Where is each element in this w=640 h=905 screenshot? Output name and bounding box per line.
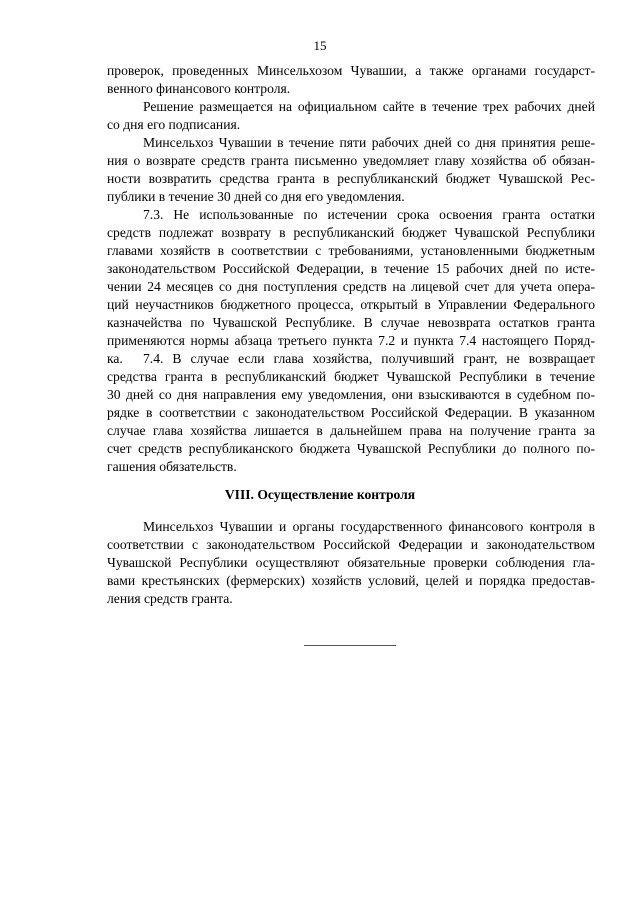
text-line: применяются нормы абзаца третьего пункта 7.2 и пункта 7.4 настоящего Поряд-	[107, 333, 595, 348]
paragraph-7-4	[107, 350, 595, 476]
text-line: случае глава хозяйства лишается в дальнейшем права на получение гранта за	[107, 423, 595, 438]
text-line: вами крестьянских (фермерских) хозяйств условий, целей и порядка предостав-	[107, 573, 595, 588]
end-of-text-rule	[304, 645, 396, 646]
text-line: публики в течение 30 дней со дня его уведомления.	[107, 189, 405, 204]
text-line: проверок, проведенных Минсельхозом Чувашии, а также органами государст-	[107, 63, 595, 78]
text-line: 7.4. В случае если глава хозяйства, получивший грант, не возвращает	[143, 351, 595, 366]
text-line: законодательством Российской Федерации, в течение 15 рабочих дней по исте-	[107, 261, 595, 276]
text-line: Решение размещается на официальном сайте в течение трех рабочих дней	[143, 99, 595, 114]
text-line: рядке в соответствии с законодательством Российской Федерации. В указанном	[107, 405, 595, 420]
text-line: 30 дней со дня направления ему уведомления, они взыскиваются в судебном по-	[107, 387, 595, 402]
paragraph-audits-continued	[107, 62, 595, 98]
text-line: казначейства по Чувашской Республике. В случае невозврата остатков гранта	[107, 315, 595, 330]
text-line: средства гранта в республиканский бюджет Чувашской Республики в течение	[107, 369, 595, 384]
text-line: чении 24 месяцев со дня поступления средств на лицевой счет для учета опера-	[107, 279, 595, 294]
paragraph-control	[107, 518, 595, 608]
paragraph-refund-notification	[107, 134, 595, 206]
text-line: венного финансового контроля.	[107, 81, 291, 96]
text-line: со дня его подписания.	[107, 117, 241, 132]
text-line: ния о возврате средств гранта письменно уведомляет главу хозяйства об обязан-	[107, 153, 595, 168]
paragraph-decision-publication	[107, 98, 595, 134]
text-line: Чувашской Республики осуществляют обязательные проверки соблюдения гла-	[107, 555, 595, 570]
text-line: ка.	[107, 351, 123, 366]
text-line: 7.3. Не использованные по истечении срока освоения гранта остатки	[143, 207, 595, 222]
text-line: Минсельхоз Чувашии и органы государственного финансового контроля в	[143, 519, 595, 534]
text-line: ности возвратить средства гранта в республиканский бюджет Чувашской Рес-	[107, 171, 595, 186]
section-heading: VIII. Осуществление контроля	[224, 487, 416, 502]
text-line: ций неучастников бюджетного процесса, открытый в Управлении Федерального	[107, 297, 595, 312]
paragraph-7-3	[107, 206, 595, 368]
text-line: Минсельхоз Чувашии в течение пяти рабочих дней со дня принятия реше-	[143, 135, 595, 150]
text-line: соответствии с законодательством Российской Федерации и законодательством	[107, 537, 595, 552]
text-line: средств подлежат возврату в республиканский бюджет Чувашской Республики	[107, 225, 595, 240]
page-number: 15	[313, 38, 327, 53]
text-line: ления средств гранта.	[107, 591, 233, 606]
text-line: гашения обязательств.	[107, 459, 237, 474]
text-line: счет средств республиканского бюджета Чувашской Республики до полного по-	[107, 441, 595, 456]
text-line: главами хозяйств в соответствии с требованиями, установленными бюджетным	[107, 243, 595, 258]
